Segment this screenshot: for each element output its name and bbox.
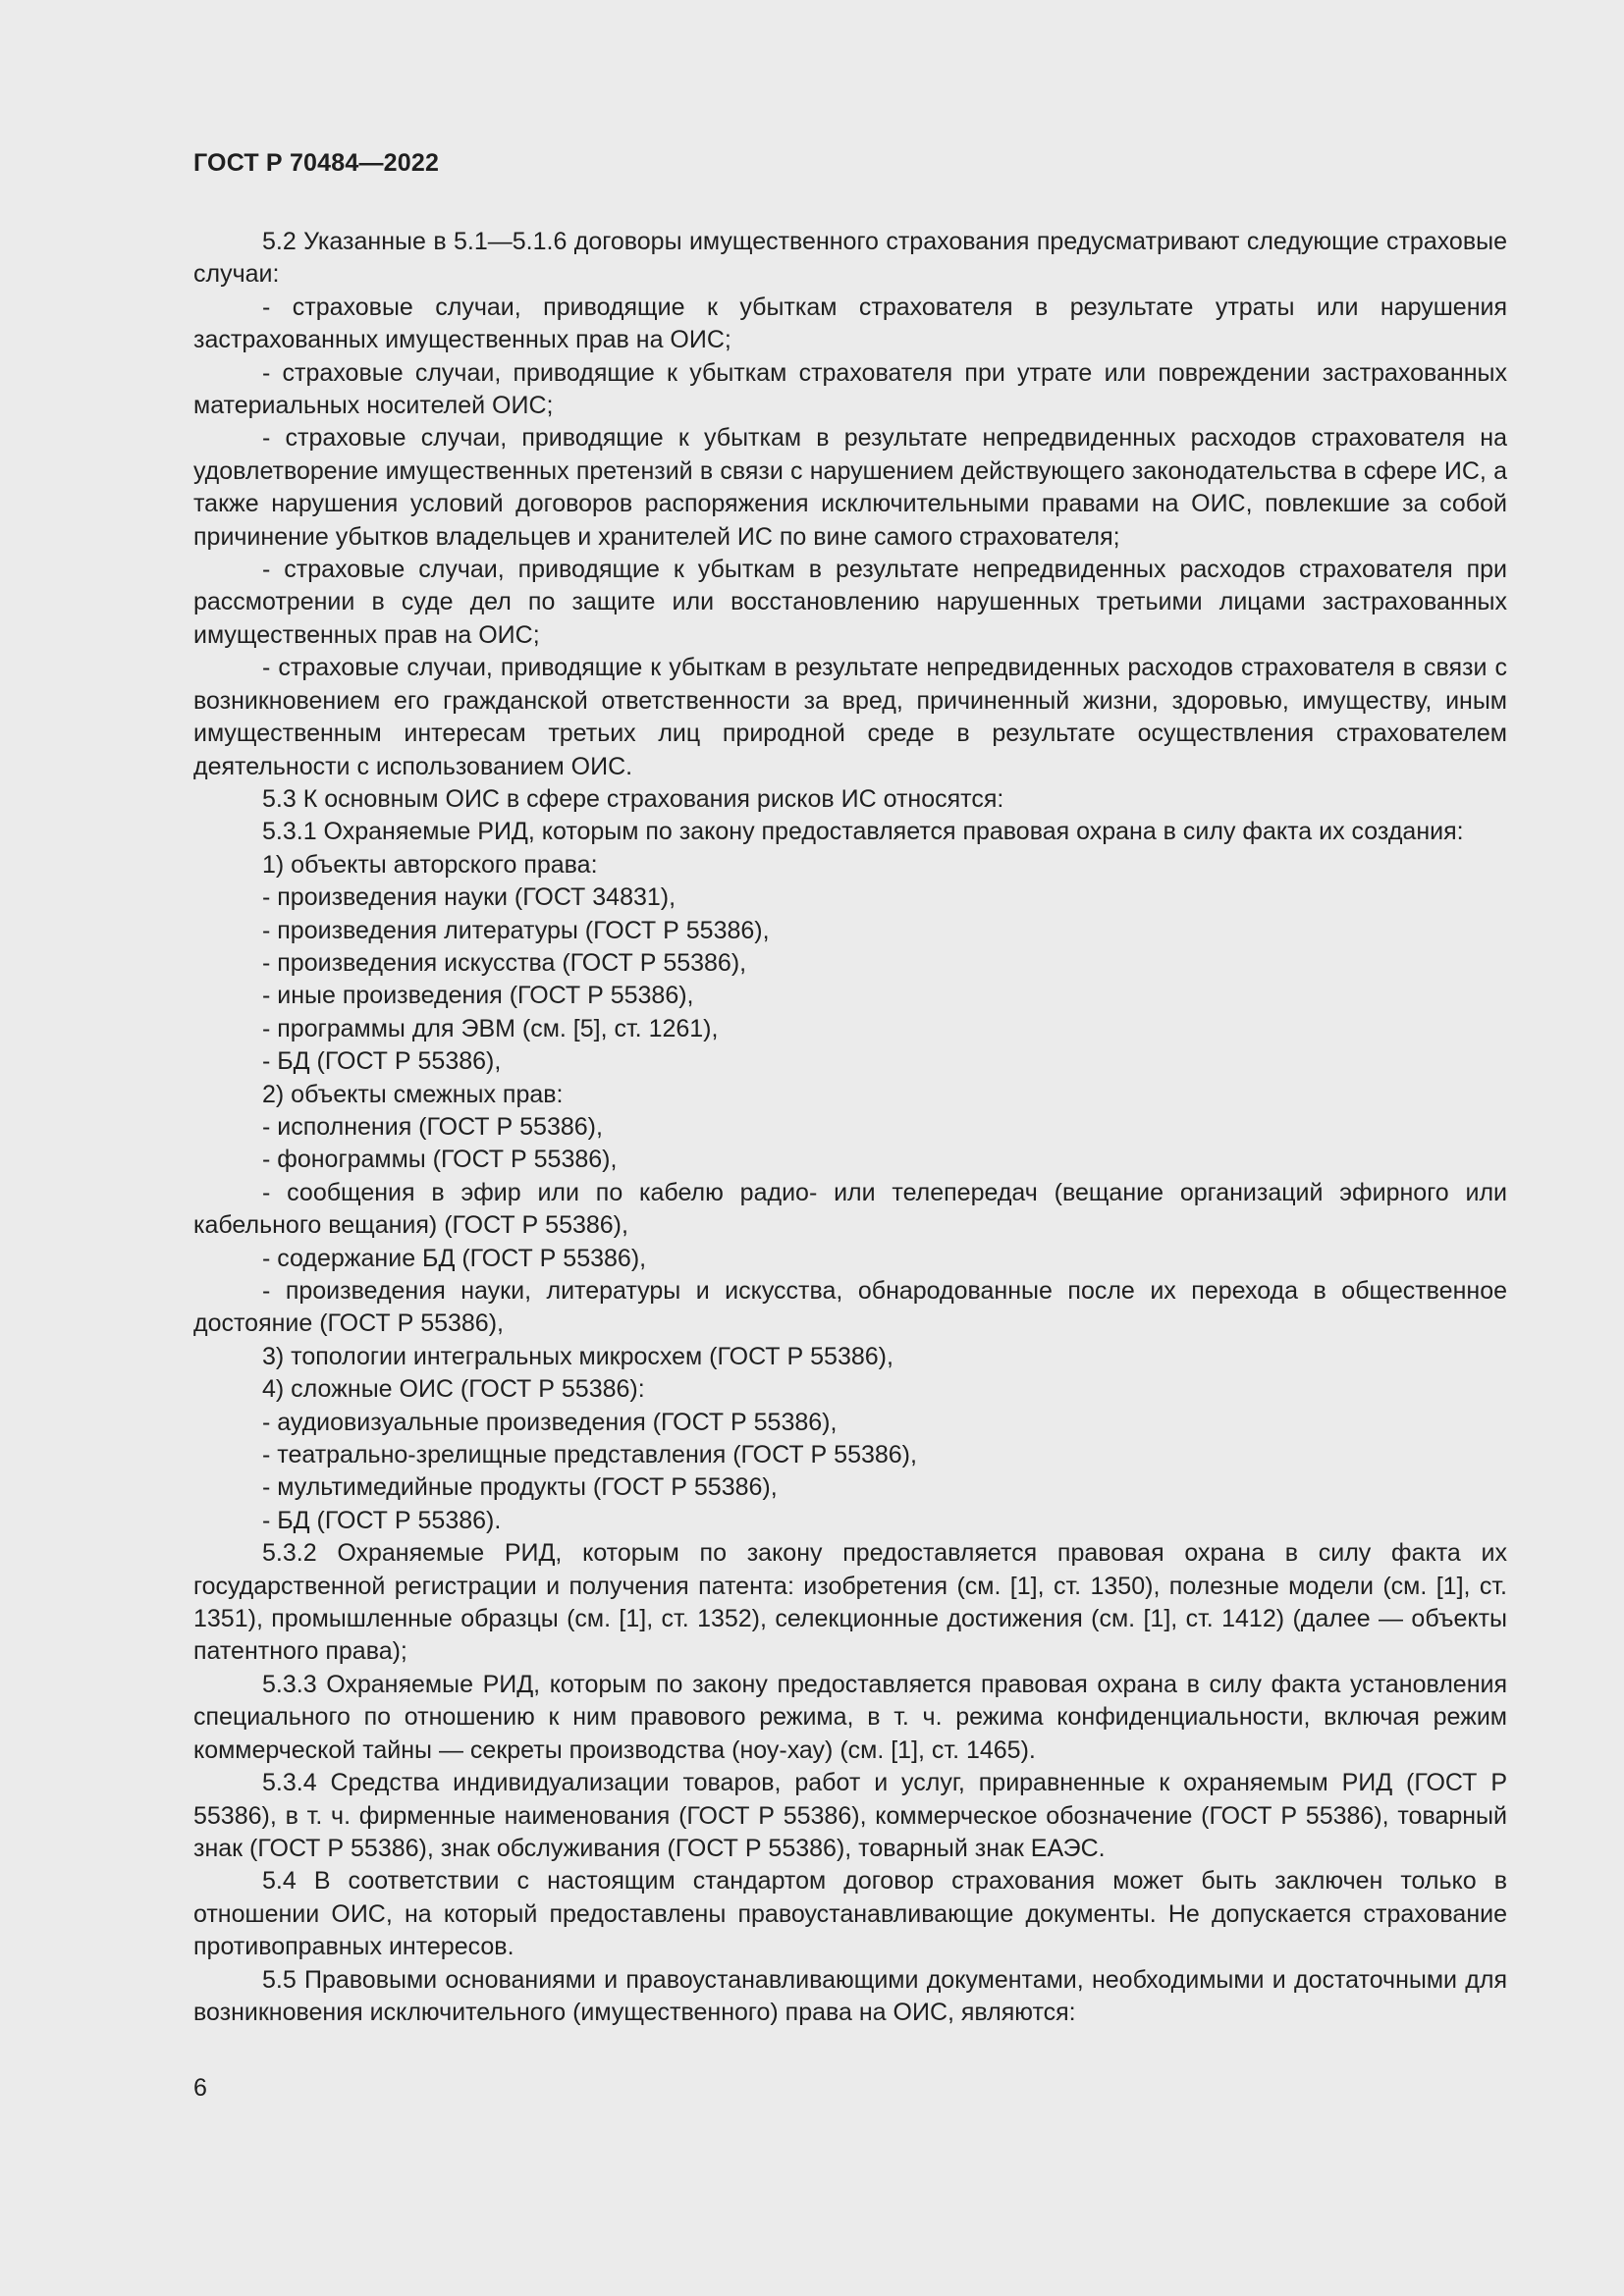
list-item: 3) топологии интегральных микросхем (ГОСТ Р 55386), bbox=[262, 1342, 893, 1370]
list-item: - страховые случаи, приводящие к убыткам в результате непредвиденных расходов страхователя при рассмотрении в суде дел по защите или восстановлению нарушенных третьими лицами застрахованных имущественных прав на ОИС; bbox=[193, 556, 1507, 649]
paragraph: 5.3.1 Охраняемые РИД, которым по закону предоставляется правовая охрана в силу факта их создания: bbox=[262, 818, 1464, 846]
paragraph: 5.3.3 Охраняемые РИД, которым по закону предоставляется правовая охрана в силу факта установления специального по отношению к ним правового режима, в т. ч. режима конфиденциальности, включая режим коммерческой тайны — секреты производства (ноу-хау) (см. [1], ст. 1465). bbox=[193, 1670, 1507, 1764]
list-item: - аудиовизуальные произведения (ГОСТ Р 55386), bbox=[262, 1408, 838, 1436]
list-item: - произведения науки (ГОСТ 34831), bbox=[262, 883, 677, 912]
paragraph: 5.3.4 Средства индивидуализации товаров, работ и услуг, приравненные к охраняемым РИД (ГОСТ Р 55386), в т. ч. фирменные наименования (ГОСТ Р 55386), коммерческое обозначение (ГОСТ Р 55386), товарный знак (ГОСТ Р 55386), знак обслуживания (ГОСТ Р 55386), товарный знак ЕАЭС. bbox=[193, 1769, 1507, 1862]
list-item: - произведения литературы (ГОСТ Р 55386), bbox=[262, 916, 770, 944]
list-item: - программы для ЭВМ (см. [5], ст. 1261), bbox=[262, 1014, 719, 1042]
list-item: - страховые случаи, приводящие к убыткам страхователя при утрате или повреждении застрахованных материальных носителей ОИС; bbox=[193, 358, 1507, 420]
paragraph: 5.3.2 Охраняемые РИД, которым по закону предоставляется правовая охрана в силу факта их государственной регистрации и получения патента: изобретения (см. [1], ст. 1350), полезные модели (см. [1], ст. 1351), промышленные образцы (см. [1], ст. 1352), селекционные достижения (см. [1], ст. 1412) (далее — объекты патентного права); bbox=[193, 1539, 1507, 1666]
list-item: - произведения науки, литературы и искусства, обнародованные после их перехода в общественное достояние (ГОСТ Р 55386), bbox=[193, 1277, 1507, 1338]
document-body bbox=[193, 226, 1507, 2029]
list-item: - страховые случаи, приводящие к убыткам в результате непредвиденных расходов страхователя на удовлетворение имущественных претензий в связи с нарушением действующего законодательства в сфере ИС, а также нарушения условий договоров распоряжения исключительными правами на ОИС, повлекшие за собой причинение убытков владельцев и хранителей ИС по вине самого страхователя; bbox=[193, 424, 1507, 551]
list-item: - страховые случаи, приводящие к убыткам страхователя в результате утраты или нарушения застрахованных имущественных прав на ОИС; bbox=[193, 293, 1507, 354]
list-item: 1) объекты авторского права: bbox=[262, 850, 598, 879]
list-item: - сообщения в эфир или по кабелю радио- или телепередач (вещание организаций эфирного или кабельного вещания) (ГОСТ Р 55386), bbox=[193, 1178, 1507, 1240]
list-item: - театрально-зрелищные представления (ГОСТ Р 55386), bbox=[262, 1441, 917, 1469]
list-item: - БД (ГОСТ Р 55386). bbox=[262, 1506, 502, 1534]
paragraph: 5.2 Указанные в 5.1—5.1.6 договоры имущественного страхования предусматривают следующие страховые случаи: bbox=[193, 228, 1507, 289]
list-item: - содержание БД (ГОСТ Р 55386), bbox=[262, 1244, 647, 1272]
list-item: - фонограммы (ГОСТ Р 55386), bbox=[262, 1146, 618, 1174]
list-item: - иные произведения (ГОСТ Р 55386), bbox=[262, 982, 694, 1010]
list-item: 4) сложные ОИС (ГОСТ Р 55386): bbox=[262, 1375, 645, 1404]
list-item: - БД (ГОСТ Р 55386), bbox=[262, 1047, 502, 1076]
list-item: - мультимедийные продукты (ГОСТ Р 55386), bbox=[262, 1473, 778, 1502]
paragraph: 5.4 В соответствии с настоящим стандартом договор страхования может быть заключен только в отношении ОИС, на который предоставлены правоустанавливающие документы. Не допускается страхование противоправных интересов. bbox=[193, 1867, 1507, 1961]
paragraph: 5.3 К основным ОИС в сфере страхования рисков ИС относятся: bbox=[262, 784, 1004, 813]
list-item: - исполнения (ГОСТ Р 55386), bbox=[262, 1112, 603, 1141]
list-item: 2) объекты смежных прав: bbox=[262, 1080, 564, 1108]
list-item: - страховые случаи, приводящие к убыткам в результате непредвиденных расходов страхователя в связи с возникновением его гражданской ответственности за вред, причиненный жизни, здоровью, имуществу, иным имущественным интересам третьих лиц природной среде в результате осуществления страхователем деятельности с использованием ОИС. bbox=[193, 654, 1507, 780]
document-header: ГОСТ Р 70484—2022 bbox=[193, 149, 440, 177]
paragraph: 5.5 Правовыми основаниями и правоустанавливающими документами, необходимыми и достаточными для возникновения исключительного (имущественного) права на ОИС, являются: bbox=[193, 1965, 1507, 2026]
page-number: 6 bbox=[193, 2074, 207, 2102]
list-item: - произведения искусства (ГОСТ Р 55386), bbox=[262, 948, 747, 977]
